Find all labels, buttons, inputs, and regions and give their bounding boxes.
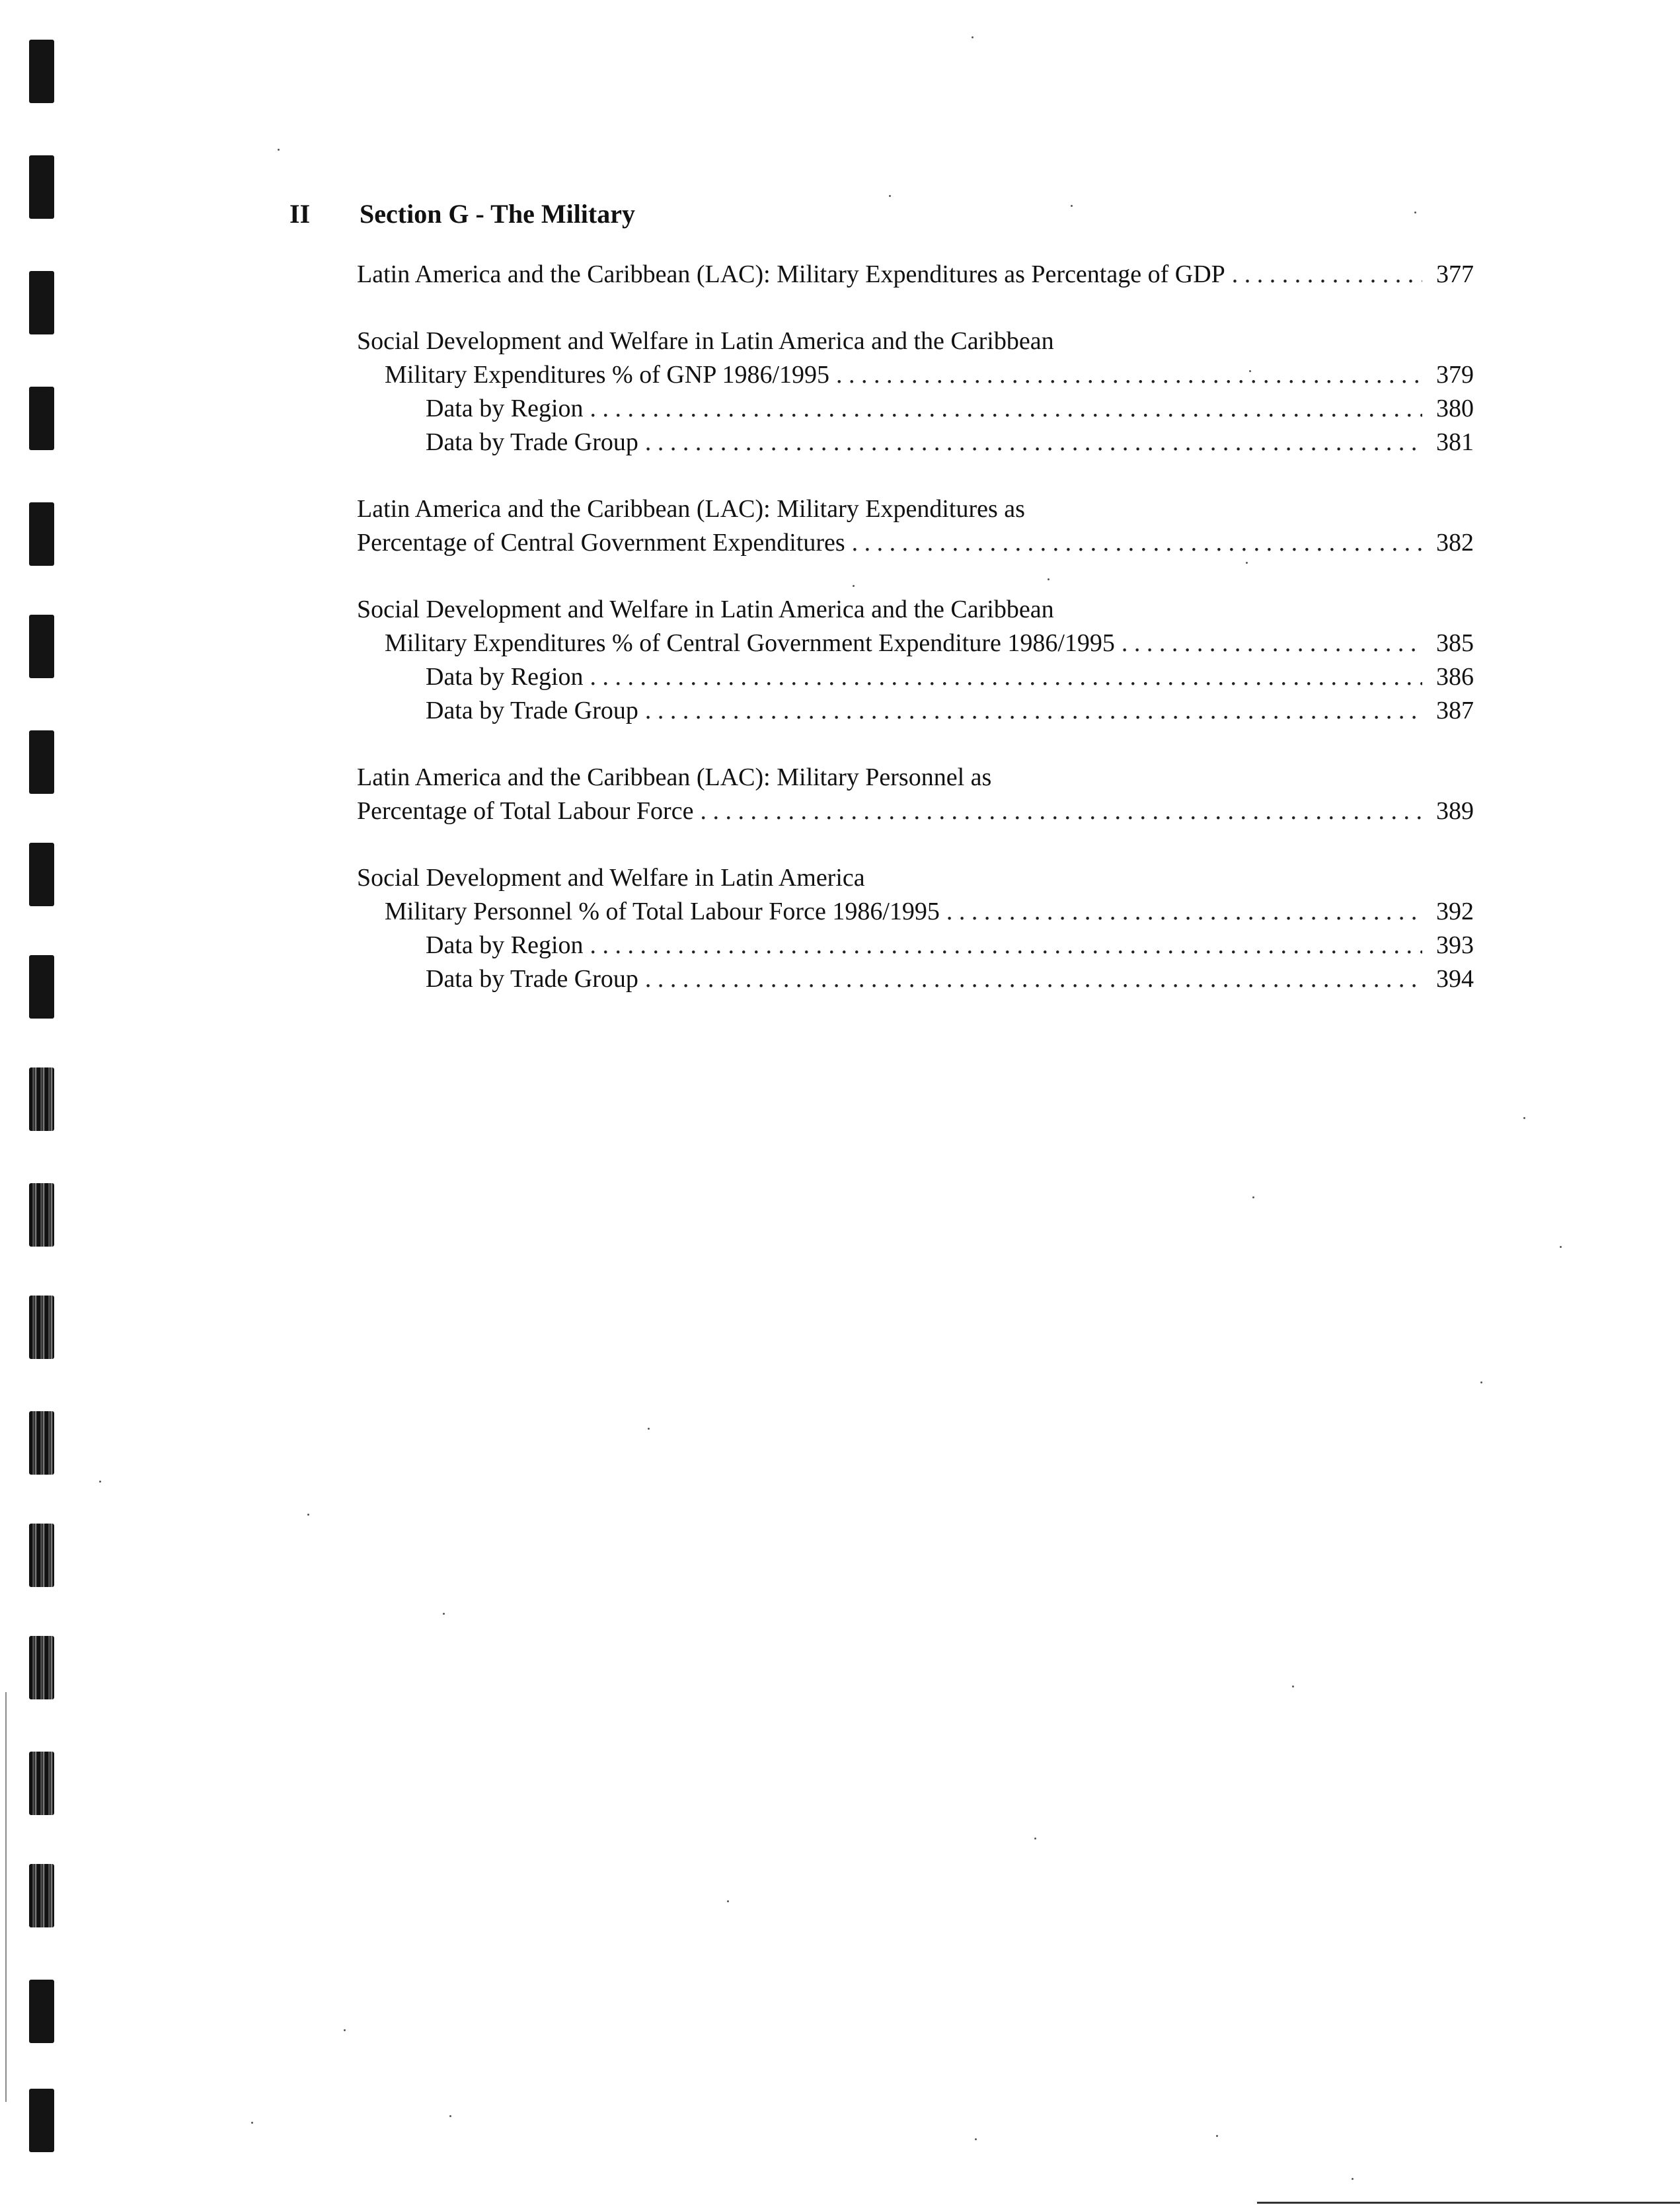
binding-hole (29, 1636, 54, 1699)
scan-speck (1352, 2178, 1354, 2180)
scan-speck (975, 2138, 977, 2140)
toc-entry (357, 526, 1474, 560)
toc-entry-page: 393 (1436, 931, 1474, 959)
binding-hole (29, 155, 54, 219)
dot-leader (700, 794, 1422, 828)
toc-entry-page: 392 (1436, 898, 1474, 925)
binding-hole (29, 1296, 54, 1359)
toc-entry-title: Percentage of Central Government Expenditures (357, 529, 845, 557)
scan-speck (727, 1900, 729, 1902)
toc-group (357, 593, 1474, 728)
section-heading (289, 198, 635, 229)
dot-leader (1122, 627, 1422, 660)
toc-entry (357, 694, 1474, 728)
binding-hole (29, 40, 54, 103)
binding-holes (29, 0, 69, 2209)
toc-group-heading (357, 492, 1474, 526)
dot-leader (852, 526, 1422, 560)
toc-entry-page: 385 (1436, 629, 1474, 657)
scan-speck (1246, 562, 1248, 564)
toc-entry-page: 379 (1436, 361, 1474, 389)
table-of-contents (357, 258, 1474, 1029)
scan-speck (344, 2029, 346, 2031)
scan-speck (449, 2115, 451, 2117)
scan-speck (1560, 1246, 1562, 1248)
dot-leader (645, 426, 1422, 459)
toc-entry-title: Military Personnel % of Total Labour Force 1986/1995 (385, 898, 940, 925)
toc-entry-page: 387 (1436, 697, 1474, 724)
toc-entry-page: 381 (1436, 428, 1474, 456)
toc-entry-title: Percentage of Total Labour Force (357, 797, 694, 825)
binding-hole (29, 843, 54, 906)
binding-hole (29, 1411, 54, 1475)
toc-heading-text: Social Development and Welfare in Latin America and the Caribbean (357, 596, 1054, 623)
scan-speck (1216, 2135, 1218, 2137)
binding-hole (29, 387, 54, 450)
toc-entry (357, 895, 1474, 929)
toc-entry-title: Data by Trade Group (426, 428, 638, 456)
toc-entry-page: 377 (1436, 260, 1474, 288)
scan-speck (443, 1613, 445, 1615)
binding-hole (29, 730, 54, 794)
toc-entry-title: Data by Region (426, 931, 584, 959)
scan-speck (1034, 1838, 1036, 1840)
binding-hole (29, 1067, 54, 1131)
toc-entry-page: 386 (1436, 663, 1474, 691)
scan-speck (1048, 578, 1050, 580)
section-number: II (289, 199, 311, 229)
dot-leader (590, 392, 1422, 426)
toc-entry (357, 358, 1474, 392)
binding-hole (29, 2089, 54, 2152)
binding-hole (29, 1524, 54, 1587)
toc-entry (357, 794, 1474, 828)
toc-entry (357, 392, 1474, 426)
toc-entry-title: Data by Trade Group (426, 697, 638, 724)
toc-group-heading (357, 593, 1474, 627)
toc-group-heading (357, 761, 1474, 794)
toc-entry-title: Data by Region (426, 663, 584, 691)
binding-hole (29, 1752, 54, 1815)
toc-heading-text: Social Development and Welfare in Latin America and the Caribbean (357, 327, 1054, 355)
scan-speck (648, 1428, 650, 1430)
toc-heading-text: Social Development and Welfare in Latin America (357, 864, 865, 892)
toc-entry-page: 394 (1436, 965, 1474, 993)
toc-entry (357, 660, 1474, 694)
toc-entry-page: 380 (1436, 395, 1474, 422)
scan-speck (1071, 205, 1073, 207)
scan-speck (251, 2122, 253, 2124)
toc-entry (357, 258, 1474, 291)
scan-speck (1480, 1381, 1482, 1383)
dot-leader (946, 895, 1422, 929)
scan-speck (1414, 212, 1416, 213)
scan-speck (1292, 1686, 1294, 1687)
dot-leader (836, 358, 1422, 392)
dot-leader (590, 929, 1422, 962)
toc-entry-title: Latin America and the Caribbean (LAC): Military Expenditures as Percentage of GDP (357, 260, 1225, 288)
toc-entry (357, 627, 1474, 660)
scan-speck (1249, 370, 1251, 372)
toc-group (357, 325, 1474, 459)
scan-speck (889, 195, 891, 197)
toc-heading-text: Latin America and the Caribbean (LAC): Military Personnel as (357, 763, 992, 791)
toc-entry (357, 929, 1474, 962)
scan-speck (1252, 1196, 1254, 1198)
toc-group (357, 761, 1474, 828)
toc-group-heading (357, 861, 1474, 895)
binding-hole (29, 955, 54, 1019)
binding-hole (29, 271, 54, 334)
toc-group-heading (357, 325, 1474, 358)
scan-speck (972, 36, 974, 38)
scan-speck (1523, 1117, 1525, 1119)
toc-entry-page: 389 (1436, 797, 1474, 825)
toc-entry-title: Data by Region (426, 395, 584, 422)
dot-leader (645, 694, 1422, 728)
page-edge-line (5, 1692, 7, 2102)
toc-entry (357, 962, 1474, 996)
scan-speck (99, 1481, 101, 1483)
toc-entry-title: Data by Trade Group (426, 965, 638, 993)
toc-group (357, 492, 1474, 560)
toc-entry-title: Military Expenditures % of GNP 1986/1995 (385, 361, 830, 389)
scan-speck (307, 1514, 309, 1516)
dot-leader (1232, 258, 1422, 291)
scan-speck (853, 585, 855, 587)
binding-hole (29, 615, 54, 678)
toc-group (357, 258, 1474, 291)
binding-hole (29, 1864, 54, 1927)
binding-hole (29, 502, 54, 566)
bottom-rule (1257, 2202, 1680, 2204)
toc-heading-text: Latin America and the Caribbean (LAC): Military Expenditures as (357, 495, 1025, 523)
toc-group (357, 861, 1474, 996)
binding-hole (29, 1980, 54, 2043)
binding-hole (29, 1183, 54, 1247)
toc-entry (357, 426, 1474, 459)
section-title: Section G - The Military (360, 199, 635, 229)
toc-entry-title: Military Expenditures % of Central Government Expenditure 1986/1995 (385, 629, 1115, 657)
scan-speck (278, 149, 280, 151)
toc-entry-page: 382 (1436, 529, 1474, 557)
dot-leader (645, 962, 1422, 996)
dot-leader (590, 660, 1422, 694)
